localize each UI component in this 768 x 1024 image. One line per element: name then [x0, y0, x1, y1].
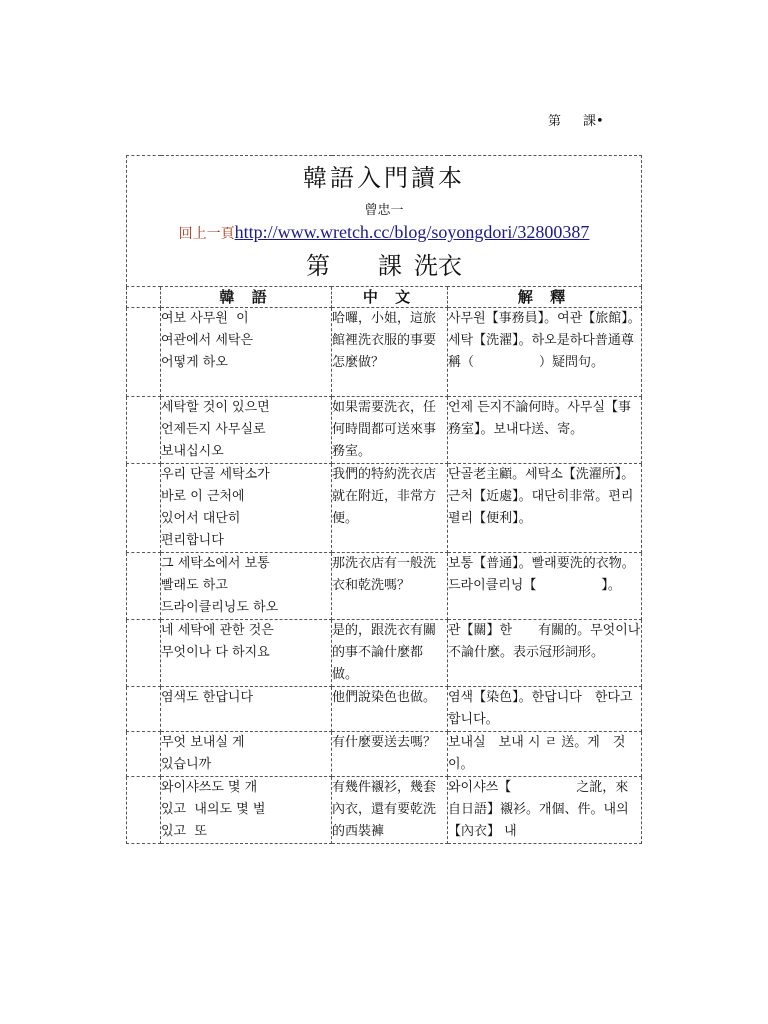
table-row [127, 397, 642, 464]
link-row [127, 220, 641, 244]
chinese-cell: 我們的特約洗衣店就在附近，非常方便。 [332, 464, 448, 553]
chinese-cell: 如果需要洗衣，任何時間都可送來事務室。 [332, 397, 448, 464]
korean-cell: 여보 사무원 이 여관에서 세탁은 어떻게 하오 [161, 308, 332, 397]
row-blank-cell [127, 732, 161, 777]
title-block [127, 156, 642, 287]
chinese-cell: 那洗衣店有一般洗衣和乾洗嗎？ [332, 553, 448, 620]
row-blank-cell [127, 687, 161, 732]
notes-cell: 사무원【事務員】。여관【旅館】。세탁【洗濯】。하오是하다普通尊稱（ ）疑問句。 [448, 308, 642, 397]
header-chinese: 中 文 [332, 287, 448, 308]
lesson-topic: 洗衣 [414, 252, 463, 280]
table-row [127, 687, 642, 732]
blog-url-link[interactable]: http://www.wretch.cc/blog/soyongdori/32800387 [234, 222, 590, 242]
notes-cell: 보내실 보내 시 ㄹ 送。게 것이。 [448, 732, 642, 777]
table-row [127, 732, 642, 777]
header-korean: 韓 語 [161, 287, 332, 308]
header-blank-cell [127, 287, 161, 308]
notes-cell: 단골老主顧。세탁소【洗濯所】。근처【近處】。대단히非常。편리 펼리【便利】。 [448, 464, 642, 553]
document-title: 韓語入門讀本 [303, 164, 466, 192]
korean-cell: 무엇 보내실 게 있습니까 [161, 732, 332, 777]
header-notes: 解 釋 [448, 287, 642, 308]
row-blank-cell [127, 620, 161, 687]
row-blank-cell [127, 777, 161, 844]
notes-cell: 언제 든지不論何時。사무실【事務室】。보내다送、寄。 [448, 397, 642, 464]
chinese-cell: 是的，跟洗衣有關的事不論什麼都做。 [332, 620, 448, 687]
chinese-cell: 有幾件襯衫，幾套內衣，還有要乾洗的西裝褲 [332, 777, 448, 844]
table-row [127, 620, 642, 687]
korean-cell: 네 세탁에 관한 것은 무엇이나 다 하지요 [161, 620, 332, 687]
table-header-row [127, 287, 642, 308]
chinese-cell: 他們說染色也做。 [332, 687, 448, 732]
page-header-lesson-word: 第 [548, 114, 562, 129]
page-header-lesson-suffix: 課• [583, 114, 604, 129]
page-header [548, 110, 604, 129]
back-link[interactable]: 回上一頁 [178, 226, 235, 242]
lesson-title [127, 246, 641, 286]
chinese-cell: 哈囉，小姐，這旅館裡洗衣服的事要怎麼做？ [332, 308, 448, 397]
korean-cell: 염색도 한답니다 [161, 687, 332, 732]
table-row [127, 464, 642, 553]
korean-cell: 와이샤쓰도 몇 개 있고 내의도 몇 벌 있고 또 [161, 777, 332, 844]
row-blank-cell [127, 464, 161, 553]
korean-cell: 우리 단골 세탁소가 바로 이 근처에 있어서 대단히 편리합니다 [161, 464, 332, 553]
korean-cell: 세탁할 것이 있으면 언제든지 사무실로 보내십시오 [161, 397, 332, 464]
row-blank-cell [127, 308, 161, 397]
lesson-title-word-1: 第 [306, 252, 331, 280]
notes-cell: 와이샤쓰【 之訛，來自日語】襯衫。개個、件。내의【內衣】 내 [448, 777, 642, 844]
lesson-table [126, 155, 642, 844]
document-author: 曾忠一 [364, 203, 404, 218]
notes-cell: 관【關】한 有關的。무엇이나不論什麼。表示冠形詞形。 [448, 620, 642, 687]
table-row [127, 308, 642, 397]
notes-cell: 염색【染色】。한답니다 한다고 합니다。 [448, 687, 642, 732]
lesson-title-word-2: 課 [378, 252, 403, 280]
table-row [127, 553, 642, 620]
row-blank-cell [127, 553, 161, 620]
korean-cell: 그 세탁소에서 보통 빨래도 하고 드라이클리닝도 하오 [161, 553, 332, 620]
table-row [127, 777, 642, 844]
notes-cell: 보통【普通】。빨래要洗的衣物。드라이클리닝【 】。 [448, 553, 642, 620]
chinese-cell: 有什麼要送去嗎？ [332, 732, 448, 777]
row-blank-cell [127, 397, 161, 464]
